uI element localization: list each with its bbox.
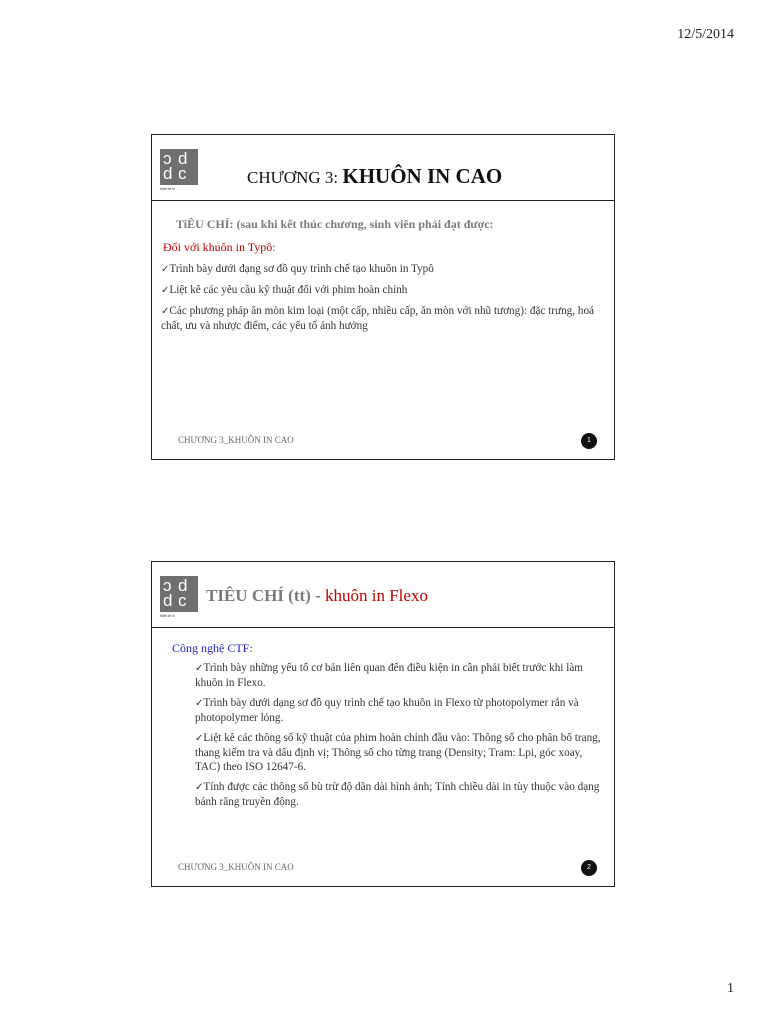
check-icon: ✓ — [161, 264, 170, 275]
bullet-list — [195, 661, 605, 815]
list-item: ✓Các phương pháp ăn mòn kim loại (một cấp, nhiều cấp, ăn mòn với nhũ tương): đặc trưng, hoá chất, ưu và nhược điểm, các yếu tố ảnh hưởng — [161, 305, 595, 332]
slide-footer: CHƯƠNG 3_KHUÔN IN CAO — [178, 862, 294, 872]
check-icon: ✓ — [195, 782, 204, 793]
logo — [160, 149, 198, 193]
logo — [160, 576, 198, 620]
list-item: ✓Trình bày dưới dạng sơ đồ quy trình chế tạo khuôn in Typô — [161, 263, 434, 275]
slide-2 — [151, 561, 615, 887]
slide-title — [206, 586, 428, 606]
check-icon: ✓ — [195, 733, 204, 744]
page-number: 1 — [727, 981, 734, 996]
subheading: Công nghệ CTF: — [172, 641, 253, 655]
logo-mark-icon: ɔ d d c — [160, 149, 198, 185]
slide-number-badge: 1 — [581, 433, 597, 449]
list-item: ✓Liệt kê các thông số kỹ thuật của phim hoàn chỉnh đầu vào: Thông số cho phân bố trang, thang kiểm tra và dấu định vị; Thông số cho từng trang (Density; Tram: Lpi, góc xoay, TAC) theo ISO 12647-6. — [195, 732, 601, 773]
check-icon: ✓ — [195, 698, 204, 709]
title-prefix: CHƯƠNG 3: — [247, 168, 343, 187]
logo-mark-icon: ɔ d d c — [160, 576, 198, 612]
bullet-list — [161, 262, 601, 339]
criteria-line: TiÊU CHÍ: (sau khi kết thúc chương, sinh viên phải đạt được: — [176, 217, 494, 231]
list-item: ✓Trình bày những yếu tố cơ bản liên quan đến điều kiện in cần phải biết trước khi làm khuôn in Flexo. — [195, 662, 583, 689]
subheading: Đối với khuôn in Typô: — [163, 240, 276, 254]
check-icon: ✓ — [161, 285, 170, 296]
slide-header — [152, 562, 614, 628]
logo-caption: thiet ke in — [160, 187, 175, 191]
page-date: 12/5/2014 — [677, 27, 734, 42]
logo-caption: thiet ke in — [160, 614, 175, 618]
list-item: ✓Liệt kê các yêu cầu kỹ thuật đối với phim hoàn chỉnh — [161, 284, 408, 296]
slide-header — [152, 135, 614, 201]
list-item: ✓Tính được các thông số bù trừ độ dãn dài hình ảnh; Tính chiều dài in tùy thuộc vào dạng bánh răng truyền động. — [195, 781, 600, 808]
slide-1 — [151, 134, 615, 460]
check-icon: ✓ — [195, 663, 204, 674]
title-prefix: TIÊU CHÍ (tt) - — [206, 586, 325, 605]
title-main: khuôn in Flexo — [325, 586, 428, 605]
slide-number-badge: 2 — [581, 860, 597, 876]
slide-title — [247, 164, 502, 189]
title-main: KHUÔN IN CAO — [342, 164, 503, 188]
list-item: ✓Trình bày dưới dạng sơ đồ quy trình chế tạo khuôn in Flexo từ photopolymer rắn và photopolymer lỏng. — [195, 697, 579, 724]
slide-footer: CHƯƠNG 3_KHUÔN IN CAO — [178, 435, 294, 445]
check-icon: ✓ — [161, 306, 170, 317]
